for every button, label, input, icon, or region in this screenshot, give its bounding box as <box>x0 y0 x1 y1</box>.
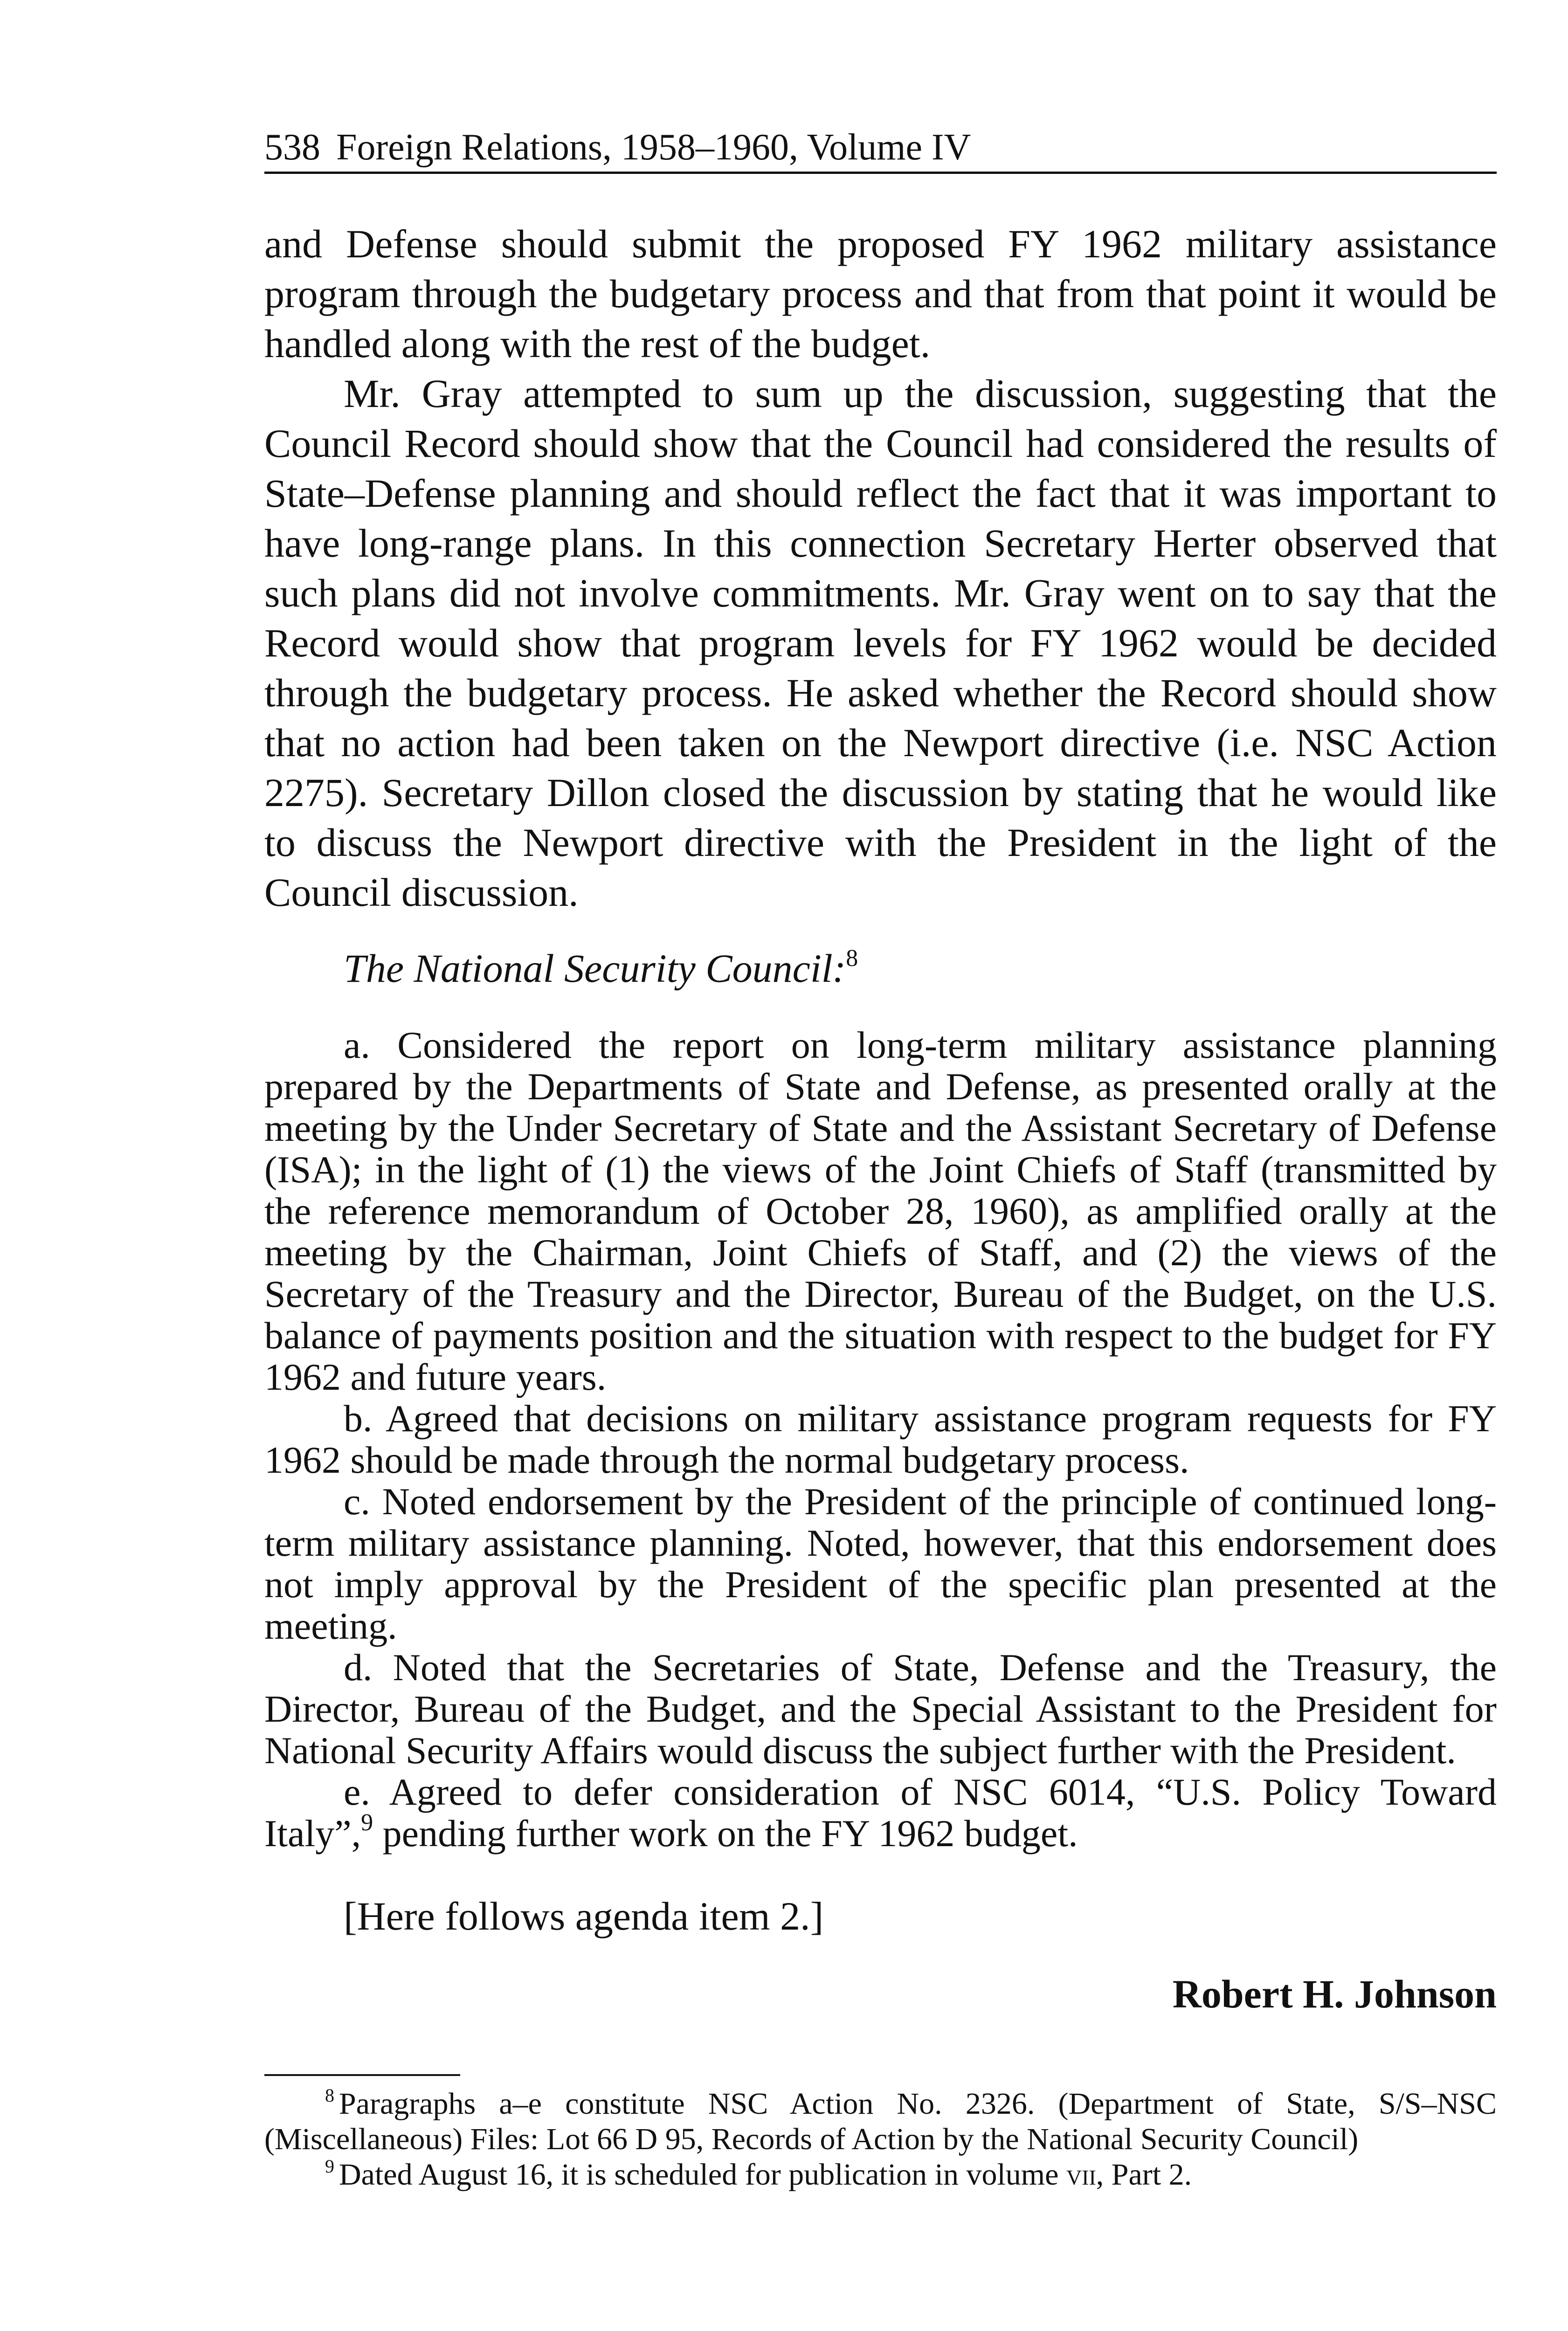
footnote-9-text-end: , Part 2. <box>1096 2158 1192 2192</box>
footnote-ref-8: 8 <box>846 945 858 972</box>
footnote-9-volume: vii <box>1066 2158 1096 2192</box>
action-item-a: a. Considered the report on long-term military assistance planning prepared by the Departments of State and Defense, as presented orally at the meeting by the Under Secretary of State and the Assistant Secretary of Defense (ISA); in the light of (1) the views of the Joint Chiefs of Staff (transmitted by the reference memorandum of October 28, 1960), as amplified orally at the meeting by the Chairman, Joint Chiefs of Staff, and (2) the views of the Secretary of the Treasury and the Director, Bureau of the Budget, on the U.S. balance of payments position and the situation with respect to the budget for FY 1962 and future years. <box>264 1024 1497 1398</box>
footnotes <box>264 2086 1497 2193</box>
footnote-ref-9: 9 <box>361 1809 373 1836</box>
body-text <box>264 219 1497 2193</box>
action-item-d: d. Noted that the Secretaries of State, Defense and the Treasury, the Director, Bureau of the Budget, and the Special Assistant to the President for National Security Affairs would discuss the subject further with the President. <box>264 1646 1497 1772</box>
council-heading <box>344 944 1497 993</box>
action-item-e <box>264 1771 1497 1854</box>
signature: Robert H. Johnson <box>1172 1972 1497 2016</box>
footnote-mark-9: 9 <box>325 2156 334 2177</box>
footnote-9 <box>264 2157 1497 2193</box>
paragraph-continued: and Defense should submit the proposed FY 1962 military assistance program through the budgetary process and that from that point it would be handled along with the rest of the budget. <box>264 221 1497 366</box>
action-item-b: b. Agreed that decisions on military assistance program requests for FY 1962 should be made through the normal budgetary process. <box>264 1397 1497 1481</box>
editorial-note: [Here follows agenda item 2.] <box>344 1894 824 1938</box>
footnote-8 <box>264 2086 1497 2157</box>
footnote-9-text: Dated August 16, it is scheduled for publication in volume <box>339 2158 1066 2192</box>
running-head <box>264 125 1497 174</box>
action-item-e-text: e. Agreed to defer consideration of NSC 6014, “U.S. Policy Toward Italy”, <box>264 1771 1497 1855</box>
page-number: 538 <box>264 127 320 168</box>
council-heading-text: The National Security Council: <box>344 946 846 991</box>
footnote-mark-8: 8 <box>325 2085 334 2106</box>
footnote-rule <box>264 2074 460 2076</box>
council-actions <box>264 1024 1497 1854</box>
footnote-8-text: Paragraphs a–e constitute NSC Action No. 2326. (Department of State, S/S–NSC (Miscellaneous) Files: Lot 66 D 95, Records of Action by the National Security Council) <box>264 2087 1497 2156</box>
action-item-c: c. Noted endorsement by the President of the principle of continued long-term military assistance planning. Noted, however, that this endorsement does not imply approval by the President of the specific plan presented at the meeting. <box>264 1480 1497 1647</box>
action-item-e-text-cont: pending further work on the FY 1962 budget. <box>373 1812 1078 1855</box>
publication-title: Foreign Relations, 1958–1960, Volume IV <box>336 127 971 168</box>
paragraph-gray-summary: Mr. Gray attempted to sum up the discussion, suggesting that the Council Record should show that the Council had considered the results of State–Defense planning and should reflect the fact that it was important to have long-range plans. In this connection Secretary Herter observed that such plans did not involve commitments. Mr. Gray went on to say that the Record would show that program levels for FY 1962 would be decided through the budgetary process. He asked whether the Record should show that no action had been taken on the Newport directive (i.e. NSC Action 2275). Secretary Dillon closed the discussion by stating that he would like to discuss the Newport directive with the President in the light of the Council discussion. <box>264 371 1497 915</box>
